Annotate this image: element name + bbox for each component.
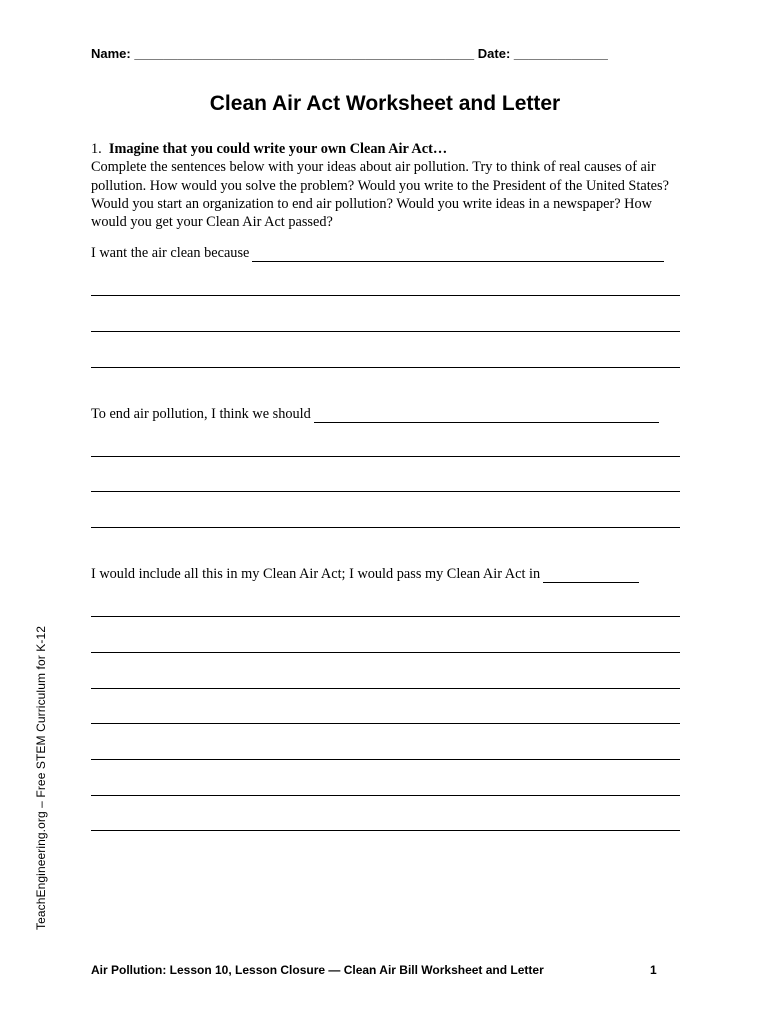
answer-line[interactable] [91,295,680,296]
answer-line[interactable] [91,652,680,653]
answer-line[interactable] [91,723,680,724]
answer-line[interactable] [91,491,680,492]
question-1 [91,140,691,231]
question-number: 1. [91,141,102,157]
page-title: Clean Air Act Worksheet and Letter [209,92,561,115]
name-date-line: Name: _______________________________________________ Date: _____________ [91,46,608,61]
answer-line[interactable] [91,456,680,457]
prompt-1-text: I want the air clean because [91,245,250,261]
answer-line[interactable] [91,331,680,332]
prompt-3 [91,566,639,583]
prompt-1-blank[interactable] [252,249,664,262]
footer-text: Air Pollution: Lesson 10, Lesson Closure — Clean Air Bill Worksheet and Letter [91,963,544,977]
answer-line[interactable] [91,616,680,617]
question-heading: Imagine that you could write your own Clean Air Act… [108,141,448,157]
page-number: 1 [650,963,657,977]
prompt-3-blank[interactable] [543,570,639,583]
answer-line[interactable] [91,527,680,528]
answer-line[interactable] [91,795,680,796]
answer-line[interactable] [91,830,680,831]
answer-line[interactable] [91,367,680,368]
sidebar-source-text: TeachEngineering.org – Free STEM Curriculum for K-12 [34,626,48,930]
prompt-2-blank[interactable] [314,410,659,423]
answer-line[interactable] [91,688,680,689]
question-1-heading [91,140,691,158]
answer-line[interactable] [91,759,680,760]
prompt-1 [91,245,664,262]
prompt-2-text: To end air pollution, I think we should [91,406,311,422]
prompt-2 [91,406,659,423]
prompt-3-text: I would include all this in my Clean Air Act; I would pass my Clean Air Act in [91,566,541,582]
question-instructions: Complete the sentences below with your ideas about air pollution. Try to think of real causes of air pollution. How would you solve the problem? Would you write to the President of the United States? Would you start an organization to end air pollution? Would you write ideas in a newspaper? How would you get your Clean Air Act passed? [91,159,669,231]
